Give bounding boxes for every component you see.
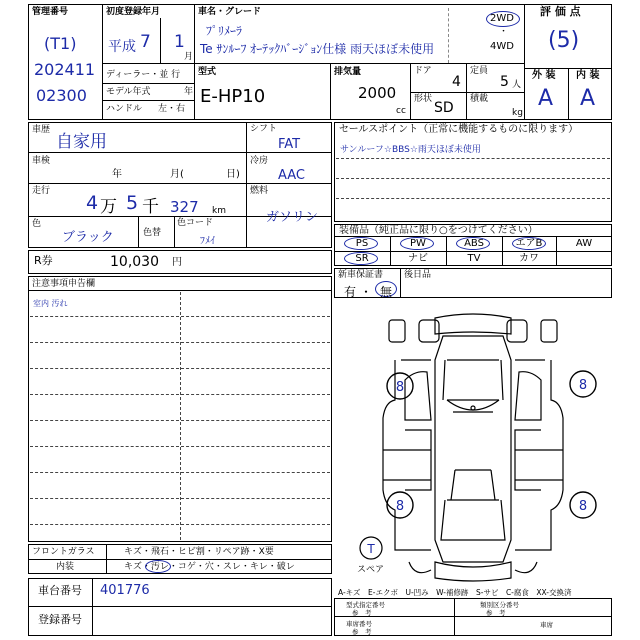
shift-label: シフト (250, 124, 278, 134)
warranty-label: 新車保証書 (338, 270, 384, 280)
fuel-label: 燃料 (250, 186, 269, 196)
notes-line1: 室内 汚れ (33, 299, 68, 308)
equipment-item: PW (410, 238, 426, 249)
doors-label: ドア (414, 66, 432, 76)
ext-label: 外 装 (532, 70, 556, 81)
ext-grade: A (538, 86, 554, 111)
reg-label: 登録番号 (38, 613, 82, 626)
damage-diagram (335, 300, 612, 585)
equipment-item: ナビ (408, 253, 428, 264)
model-type: E-HP10 (200, 86, 266, 107)
name-grade-label: 車名・グレード (198, 7, 262, 17)
seat-ref-label: 車席 (540, 621, 553, 629)
sales-label: セールスポイント（正常に機能するものに限ります） (339, 124, 579, 135)
shift: FAT (278, 137, 301, 152)
color-change-label: 色替 (143, 228, 162, 238)
equipment-item: ABS (464, 238, 484, 249)
load-label: 積載 (470, 94, 489, 104)
equipment-item: PS (355, 238, 369, 249)
car-name: ﾌﾟﾘﾒｰﾗ (206, 24, 243, 38)
damage-legend: A-キズ E-エクボ U-凹み W-補修跡 S-サビ C-腐食 XX-交換済 (338, 588, 572, 597)
notes-rule (30, 420, 330, 421)
equipment-circle (400, 237, 434, 250)
mgmt-code: (T1) (44, 34, 77, 53)
month-unit: 月 (184, 52, 194, 62)
notes-rule (30, 316, 330, 317)
mileage-rest: 327 (170, 198, 199, 216)
equipment-circle (456, 237, 490, 250)
km-unit: km (212, 206, 226, 216)
notes-rule (30, 472, 330, 473)
sales-line1: サンルーフ☆BBS☆雨天ほぼ未使用 (340, 145, 481, 155)
wheel-rear-left-value: 8 (395, 499, 405, 514)
sales-frame (334, 122, 612, 222)
spare-mark: T (367, 542, 375, 556)
first-reg-era: 平成 (108, 39, 136, 55)
class-ref-sub: 参 考 (486, 609, 506, 617)
r-label: R券 (34, 254, 53, 267)
capacity: 5 (500, 74, 509, 90)
recall-label: 後日品 (404, 270, 432, 280)
doors: 4 (452, 74, 461, 90)
equipment-item: カワ (519, 253, 539, 264)
mileage-label: 走行 (32, 186, 51, 196)
notes-rule (30, 446, 330, 447)
mgmt-label: 管理番号 (32, 7, 69, 17)
usage-label: 車歴 (32, 125, 51, 135)
interior-label: 内装 (56, 562, 75, 572)
model-ref-label: 型式指定番号 (346, 601, 385, 609)
person-unit: 人 (512, 80, 522, 90)
man-unit: 万 (100, 197, 117, 217)
equipment-circle (344, 237, 378, 250)
notes-rule (30, 394, 330, 395)
insp-year-unit: 年 (112, 169, 122, 180)
handle-value: 左・右 (158, 104, 186, 114)
interior-options: キズ・汚レ・コゲ・穴・スレ・キレ・破レ (124, 562, 295, 572)
chassis: 401776 (100, 583, 150, 598)
insp-day-unit: 日) (226, 169, 240, 180)
drive-dot: ・ (499, 27, 509, 37)
chassis-label: 車台番号 (38, 584, 82, 597)
int-grade: A (580, 86, 596, 111)
color-code-label: 色コード (177, 218, 214, 228)
sen-unit: 千 (142, 197, 159, 217)
displacement: 2000 (358, 84, 397, 102)
ac: AAC (278, 168, 305, 183)
fuel: ガソリン (266, 210, 319, 225)
kg-unit: kg (512, 108, 523, 118)
wheel-front-left-value: 8 (395, 380, 405, 395)
capacity-label: 定員 (470, 66, 489, 76)
eval-label: 評 価 点 (540, 5, 581, 18)
mgmt-line3: 02300 (36, 86, 87, 105)
notes-rule (30, 524, 330, 525)
class-ref-label: 類別区分番号 (480, 601, 519, 609)
warranty-dot: ・ (360, 285, 373, 299)
front-glass-label: フロントガラス (32, 547, 95, 557)
color: ブラック (62, 230, 114, 245)
warranty-value: 有 (344, 285, 357, 299)
spare-label: スペア (357, 565, 385, 575)
front-glass-options: キズ・飛石・ヒビ割・リペア跡・X要 (124, 547, 274, 557)
cc-unit: cc (396, 106, 406, 116)
insp-month-unit: 月( (170, 169, 184, 180)
usage: 自家用 (56, 132, 107, 152)
equipment-item: TV (467, 253, 481, 264)
equipment-item: AW (575, 238, 593, 249)
drive-4wd: 4WD (490, 41, 514, 52)
notes-rule (30, 368, 330, 369)
shape: SD (434, 100, 454, 116)
model-ref-sub: 参 考 (352, 609, 372, 617)
ac-label: 冷房 (250, 156, 269, 166)
grade: Te ｻﾝﾙｰﾌ ｵｰﾃｯｸﾊﾞｰｼﾞｮﾝ仕様 雨天ほぼ未使用 (200, 42, 435, 56)
notes-rule (30, 498, 330, 499)
r-value: 10,030 (110, 254, 159, 270)
mileage-10k: 4 (86, 192, 99, 214)
color-code: ﾌﾒｲ (200, 236, 215, 247)
notes-label: 注意事項申告欄 (32, 279, 96, 289)
first-reg-label: 初度登録年月 (106, 7, 161, 17)
int-label: 内 装 (576, 70, 600, 81)
eval-score: (5) (548, 28, 580, 53)
first-reg-month: 1 (174, 32, 185, 52)
inspection-label: 車検 (32, 156, 51, 166)
equipment-item: SR (355, 253, 369, 264)
equipment-circle (512, 237, 546, 250)
handle-label: ハンドル (106, 104, 143, 114)
color-label: 色 (32, 219, 42, 229)
mileage-1k: 5 (126, 192, 139, 214)
displacement-label: 排気量 (334, 67, 362, 77)
yen-unit: 円 (172, 257, 182, 268)
body-ref-sub: 参 考 (352, 628, 372, 636)
notes-rule (30, 342, 330, 343)
equipment-circle (344, 252, 378, 265)
wheel-front-right-value: 8 (578, 378, 588, 393)
wheel-rear-right-value: 8 (578, 499, 588, 514)
dealer-label: ディーラー・並 行 (106, 70, 181, 80)
year-unit: 年 (184, 87, 194, 97)
equipment-label: 装備品（純正品に限り○をつけてください） (339, 225, 538, 236)
warranty-none: 無 (380, 285, 393, 299)
model-type-label: 型式 (198, 67, 217, 77)
mgmt-line2: 202411 (34, 60, 96, 79)
drive-2wd: 2WD (490, 13, 514, 24)
first-reg-year: 7 (140, 32, 151, 52)
body-ref-label: 車席番号 (346, 620, 372, 628)
shape-label: 形状 (414, 94, 433, 104)
equipment-item: エアB (515, 238, 543, 249)
model-year-label: モデル年式 (106, 87, 151, 97)
interior-dirt-circle (145, 560, 171, 573)
